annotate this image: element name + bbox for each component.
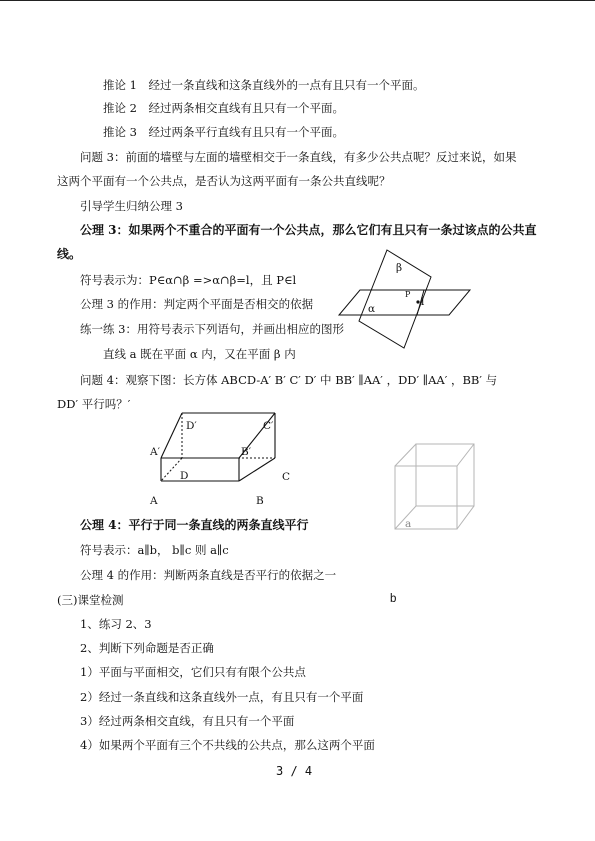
section-heading-class-test: (三)课堂检测	[57, 593, 124, 607]
label-b: B	[256, 495, 264, 507]
axiom-3-line-1: 公理 3：如果两个不重合的平面有一个公共点，那么它们有且只有一条过该点的公共直	[80, 223, 537, 237]
axiom-3-symbol: 符号表示为：P∈α∩β =>α∩β=l，且 P∈l	[80, 273, 297, 287]
label-d: D	[180, 470, 189, 482]
label-c: C	[282, 471, 291, 483]
label-a-prime: A′	[150, 446, 160, 458]
label-b-prime: B′	[241, 446, 252, 458]
page-number: 3 / 4	[276, 764, 313, 778]
corollary-3: 推论 3 经过两条平行直线有且只有一个平面。	[103, 125, 344, 139]
label-beta: β	[396, 262, 403, 274]
corollary-1: 推论 1 经过一条直线和这条直线外的一点有且只有一个平面。	[103, 78, 425, 92]
guide-text: 引导学生归纳公理 3	[80, 199, 183, 213]
proposition-1: 1）平面与平面相交，它们只有有限个公共点	[80, 665, 306, 679]
label-c-prime: C′	[263, 420, 274, 432]
question-4-line-1: 问题 4：观察下图：长方体 ABCD-A′ B′ C′ D′ 中 BB′ ∥AA′ ，DD′ ∥AA′ ，BB′ 与	[80, 373, 498, 387]
label-line-l: l	[421, 296, 425, 308]
axiom-3-use: 公理 3 的作用：判定两个平面是否相交的依据	[80, 297, 314, 311]
axiom-4: 公理 4：平行于同一条直线的两条直线平行	[80, 518, 309, 532]
axiom-3-line-2: 线。	[57, 247, 82, 261]
label-d-prime: D′	[186, 420, 197, 432]
question-4-line-2: DD′ 平行吗？′	[57, 397, 131, 411]
axiom-4-use: 公理 4 的作用：判断两条直线是否平行的依据之一	[80, 568, 337, 582]
test-item-2: 2、判断下列命题是否正确	[80, 641, 214, 655]
label-a: A	[150, 495, 158, 507]
question-3-line-1: 问题 3：前面的墙壁与左面的墙壁相交于一条直线，有多少公共点呢？反过来说，如果	[80, 150, 517, 164]
label-alpha: α	[368, 303, 376, 315]
proposition-4: 4）如果两个平面有三个不共线的公共点，那么这两个平面	[80, 738, 375, 752]
question-3-line-2: 这两个平面有一个公共点，是否认为这两平面有一条公共直线呢？	[57, 174, 391, 188]
practice-3-sentence: 直线 a 既在平面 α 内，又在平面 β 内	[103, 347, 296, 361]
proposition-3: 3）经过两条相交直线，有且只有一个平面	[80, 714, 295, 728]
corollary-2: 推论 2 经过两条相交直线有且只有一个平面。	[103, 101, 344, 115]
proposition-2: 2）经过一条直线和这条直线外一点，有且只有一个平面	[80, 690, 364, 704]
practice-3: 练一练 3：用符号表示下列语句，并画出相应的图形	[80, 322, 344, 336]
axiom-4-symbol: 符号表示：a∥b， b∥c 则 a∥c	[80, 543, 229, 557]
test-item-1: 1、练习 2、3	[80, 617, 152, 631]
label-point-p: P	[405, 290, 411, 299]
label-a-line: a	[405, 518, 412, 530]
label-b-line: b	[390, 593, 397, 605]
